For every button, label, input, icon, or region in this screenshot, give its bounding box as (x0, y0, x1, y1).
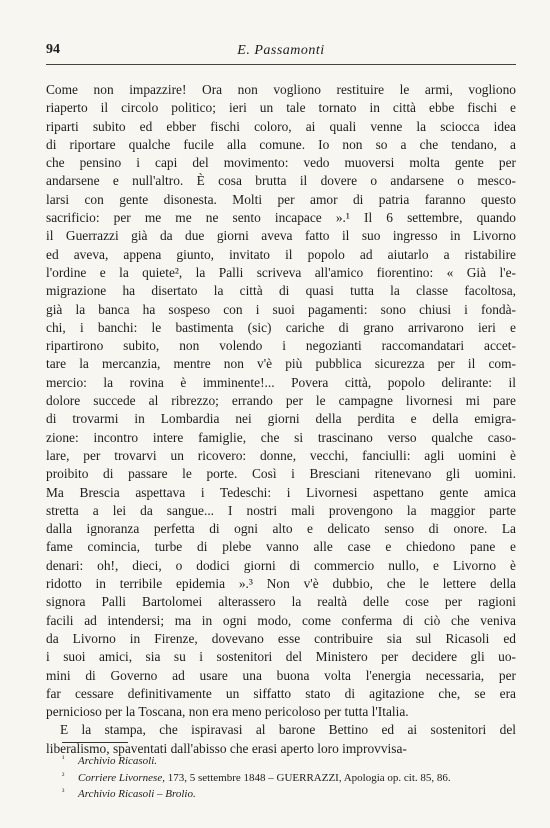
body-line: riparti subito ed ebber fischi coloro, ai quali venne la sciocca idea (46, 118, 516, 134)
body-line: ridotto in terribile epidemia ».³ Non v'è dubbio, che le lettere della (46, 576, 516, 592)
body-line: liberalismo, spaventati dall'abisso che erasi aperto loro improvvisa- (46, 740, 407, 756)
body-line: chi, i banchi: le bastimenta (sic) cariche di grano arrivarono ieri e (46, 319, 516, 335)
body-line: i suoi amici, sia su i sostenitori del Ministero per decidere gli uo- (46, 649, 516, 665)
body-line: ed aveva, appena giunto, invitato il popolo ad aiutarlo a ristabilire (46, 246, 516, 262)
body-line: Ma Brescia aspettava i Tedeschi: i Livornesi aspettano gente amica (46, 484, 516, 500)
running-head: E. Passamonti (237, 43, 325, 58)
body-line: tare la mercanzia, mentre non v'è più pubblica sicurezza per il com- (46, 356, 516, 372)
body-line: riaperto il circolo politico; ieri un tale tornato in città ebbe fischi e (46, 100, 516, 116)
footnotes (62, 752, 522, 802)
body-line: proibito di passare le porte. Così i Bresciani ritenevano gli uomini. (46, 466, 516, 482)
page-header (46, 42, 516, 65)
body-line: da Livorno in Firenze, dovevano esse contribuire sia sul Ricasoli ed (46, 630, 516, 646)
body-line: stretta a lei da sangue... I nostri mali provengono la maggior parte (46, 502, 516, 518)
body-line: larsi con gente disonesta. Molti per amor di patria faranno questo (46, 191, 516, 207)
body-line: lare, per trovarvi un ricovero: donne, vecchi, fanciulli: agli uomini è (46, 447, 516, 463)
body-line: far cessare definitivamente un siffatto stato di agitazione che, se era (46, 685, 516, 701)
body-line: ripartirono subito, non volendo i negozianti raccomandatari accet- (46, 338, 516, 354)
body-line: Come non impazzire! Ora non vogliono restituire le armi, vogliono (46, 82, 516, 97)
body-line: dalla ignoranza perfetta di ogni alto e delicato senso di onore. La (46, 521, 516, 537)
body-line: mini di Governo ad usare una buona volta l'energia necessaria, per (46, 667, 516, 683)
footnote-mark: ¹ (62, 754, 65, 763)
page-number: 94 (46, 42, 60, 57)
body-line: signora Palli Bartolomei alterassero la realtà delle cose per ragioni (46, 594, 516, 610)
body-line: denari: oh!, dieci, o dodici giorni di commercio nullo, e Livorno è (46, 557, 516, 573)
footnote-mark: ² (62, 770, 65, 780)
body-line: già la banca ha sospeso con i suoi pagamenti: sono chiusi i fondà- (46, 301, 516, 317)
body-line: sacrificio: per me me ne sento incapace ».¹ Il 6 settembre, quando (46, 210, 516, 226)
body-line: pernicioso per la Toscana, non era meno pericoloso per tutta l'Italia. (46, 704, 409, 720)
footnote (62, 785, 522, 802)
body-line: dolore succede al ribrezzo; errando per le campagne livornesi mi pare (46, 393, 516, 409)
body-line: zione: incontro intere famiglie, che si trascinano verso qualche caso- (46, 429, 516, 445)
body-line: facili ad intendersi; ma in ogni modo, come conferma di ciò che veniva (46, 612, 516, 628)
body-line: migrazione ha disertato la città di quasi tutta la classe facoltosa, (46, 283, 516, 299)
body-line: di trovarmi in Lombardia nei giorni della perdita e della emigra- (46, 411, 516, 427)
body-line: che pensino i capi del movimento: vedo muoversi molta gente per (46, 155, 516, 171)
footnote-source: Archivio Ricasoli – Brolio. (78, 788, 196, 800)
footnote-mark: ³ (62, 787, 65, 796)
body-text (46, 81, 516, 758)
footnote (62, 752, 522, 769)
footnote-text: 173, 5 settembre 1848 – GUERRAZZI, Apologia op. cit. 85, 86. (164, 771, 451, 784)
body-line: andarsene e null'altro. È cosa brutta il dovere o andarsene o mesco- (46, 173, 516, 189)
footnote-source: Archivio Ricasoli. (78, 755, 158, 767)
footnote-rule (62, 742, 128, 743)
body-line: fame comincia, turbe di plebe vanno alle case e chiedono pane e (46, 539, 516, 555)
footnote-source: Corriere Livornese, (78, 771, 165, 784)
body-line: il Guerrazzi già da due giorni aveva fatto il suo ingresso in Livorno (46, 228, 516, 244)
body-line: mercio: la rovina è imminente!... Povera città, popolo delirante: il (46, 374, 516, 390)
footnote (62, 769, 522, 786)
body-line: l'ordine e la quiete², la Palli scriveva all'amico fiorentino: « Già l'e- (46, 264, 516, 280)
body-line: E la stampa, che ispiravasi al barone Bettino ed ai sostenitori del (60, 722, 516, 738)
body-line: di riportare qualche fucile alla comune. Io non so a che tendano, a (46, 136, 516, 152)
